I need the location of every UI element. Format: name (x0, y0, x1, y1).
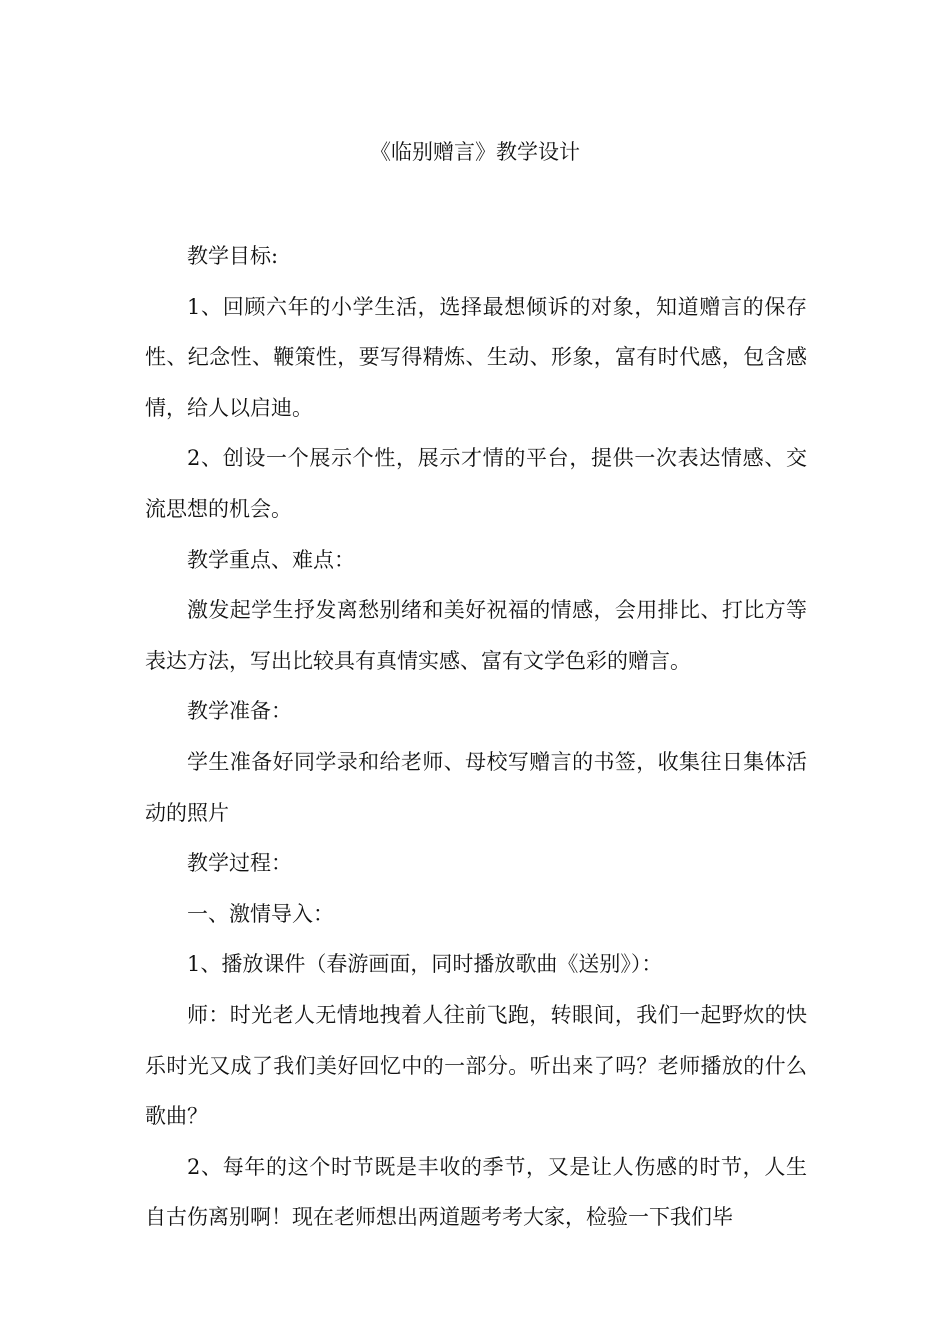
process-step-2: 2、每年的这个时节既是丰收的季节，又是让人伤感的时节，人生自古伤离别啊！现在老师想出两道题考考大家，检验一下我们毕 (145, 1154, 807, 1230)
goal-paragraph-1: 1、回顾六年的小学生活，选择最想倾诉的对象，知道赠言的保存性、纪念性、鞭策性，要写得精炼、生动、形象，富有时代感，包含感情，给人以启迪。 (145, 294, 807, 420)
heading-teaching-goals: 教学目标: (187, 244, 279, 268)
preparation-paragraph: 学生准备好同学录和给老师、母校写赠言的书签，收集往日集体活动的照片 (145, 749, 807, 825)
section-heading-intro: 一、激情导入： (187, 901, 334, 926)
heading-teaching-process: 教学过程： (187, 851, 292, 876)
document-title: 《临别赠言》教学设计 (370, 140, 580, 164)
heading-preparation: 教学准备： (187, 699, 292, 724)
heading-key-points: 教学重点、难点： (187, 547, 355, 572)
key-points-paragraph: 激发起学生抒发离愁别绪和美好祝福的情感，会用排比、打比方等表达方法，写出比较具有真情实感、富有文学色彩的赠言。 (145, 598, 807, 673)
process-step-1: 1、播放课件（春游画面，同时播放歌曲《送别》）： (187, 952, 663, 977)
teacher-speech-paragraph: 师：时光老人无情地拽着人往前飞跑，转眼间，我们一起野炊的快乐时光又成了我们美好回忆中的一部分。听出来了吗？老师播放的什么歌曲？ (145, 1002, 807, 1129)
goal-paragraph-2: 2、创设一个展示个性，展示才情的平台，提供一次表达情感、交流思想的机会。 (145, 446, 807, 521)
document-body (145, 231, 807, 1243)
